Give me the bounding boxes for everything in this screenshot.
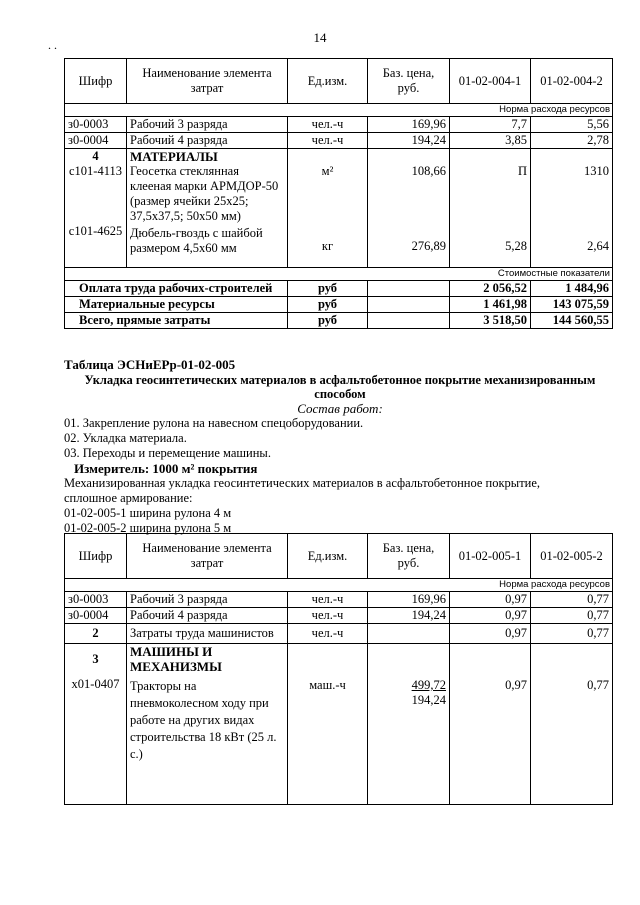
machine-price: 499,72	[411, 678, 446, 692]
section-title: МАТЕРИАЛЫ	[130, 149, 218, 164]
row-code: 2	[65, 624, 127, 644]
machine-code: х01-0407	[71, 677, 120, 691]
row-v1: 3,85	[450, 133, 531, 149]
total-v2: 143 075,59	[531, 297, 613, 313]
row-unit: чел.-ч	[288, 608, 368, 624]
totals-row	[65, 281, 613, 297]
row-v1: 7,7	[450, 117, 531, 133]
table-header-row	[65, 534, 613, 579]
header-code: Шифр	[65, 534, 127, 579]
row-name: Затраты труда машинистов	[127, 624, 288, 644]
material-code: с101-4625	[68, 224, 123, 238]
header-price: Баз. цена, руб.	[368, 59, 450, 104]
material-unit: кг	[321, 239, 334, 253]
row-v2: 0,77	[531, 624, 613, 644]
section-title-line: МАШИНЫ И	[130, 644, 213, 659]
header-name: Наименование элемента затрат	[127, 59, 288, 104]
section-number: 4	[92, 149, 99, 163]
row-unit: чел.-ч	[288, 117, 368, 133]
section-number: 3	[92, 652, 99, 666]
header-unit: Ед.изм.	[288, 59, 368, 104]
row-price: 169,96	[368, 117, 450, 133]
work-item: 01. Закрепление рулона на навесном спецоборудовании.	[64, 416, 364, 430]
total-name: Материальные ресурсы	[65, 297, 288, 313]
section-title-line: МЕХАНИЗМЫ	[130, 659, 222, 674]
material-price: 108,66	[411, 164, 446, 178]
material-code: с101-4113	[69, 164, 122, 178]
total-unit: руб	[288, 281, 368, 297]
table-row-machines	[65, 644, 613, 805]
header-col2: 01-02-005-2	[531, 534, 613, 579]
variant-line: 01-02-005-2 ширина рулона 5 м	[64, 521, 232, 535]
total-unit: руб	[288, 313, 368, 329]
material-name-line: (размер ячейки 25х25;	[130, 194, 249, 208]
works-title: Состав работ:	[297, 401, 383, 416]
row-name: Рабочий 4 разряда	[127, 133, 288, 149]
heading-line: способом	[314, 387, 366, 401]
row-code: з0-0004	[65, 133, 127, 149]
machine-name-line: работе на других видах	[130, 713, 255, 727]
row-code: з0-0003	[65, 592, 127, 608]
totals-row	[65, 297, 613, 313]
norm-label: Норма расхода ресурсов	[65, 579, 613, 592]
machine-name-line: строительства 18 кВт (25 л.	[130, 730, 277, 744]
row-price: 194,24	[368, 133, 450, 149]
variant-line: 01-02-005-1 ширина рулона 4 м	[64, 506, 232, 520]
row-v2: 0,77	[531, 592, 613, 608]
table-header-row	[65, 59, 613, 104]
work-item: 03. Переходы и перемещение машины.	[64, 446, 271, 460]
row-code: з0-0003	[65, 117, 127, 133]
row-v1: 0,97	[450, 592, 531, 608]
row-name: Рабочий 4 разряда	[127, 608, 288, 624]
material-price: 276,89	[411, 239, 446, 253]
row-code: з0-0004	[65, 608, 127, 624]
header-col1: 01-02-005-1	[450, 534, 531, 579]
row-name: Рабочий 3 разряда	[127, 592, 288, 608]
total-v2: 144 560,55	[531, 313, 613, 329]
row-v2: 0,77	[531, 608, 613, 624]
work-item: 02. Укладка материала.	[64, 431, 187, 445]
total-unit: руб	[288, 297, 368, 313]
material-name-line: размером 4,5х60 мм	[130, 241, 237, 255]
header-col1: 01-02-004-1	[450, 59, 531, 104]
resource-table-005	[64, 533, 613, 805]
table-row	[65, 117, 613, 133]
total-v1: 2 056,52	[450, 281, 531, 297]
meter-line: Измеритель: 1000 м² покрытия	[74, 461, 258, 476]
section-heading	[60, 373, 620, 401]
row-unit: чел.-ч	[288, 133, 368, 149]
row-v1: 0,97	[450, 624, 531, 644]
material-v1: П	[517, 164, 527, 178]
row-name: Рабочий 3 разряда	[127, 117, 288, 133]
header-code: Шифр	[65, 59, 127, 104]
table-row	[65, 133, 613, 149]
norm-label: Норма расхода ресурсов	[65, 104, 613, 117]
row-v1: 0,97	[450, 608, 531, 624]
machine-name-line: Тракторы на	[130, 679, 197, 693]
page-number: 14	[313, 30, 327, 45]
machine-name-line: с.)	[130, 747, 143, 761]
machine-v2: 0,77	[587, 678, 609, 692]
row-unit: чел.-ч	[288, 624, 368, 644]
totals-row	[65, 313, 613, 329]
row-unit: чел.-ч	[288, 592, 368, 608]
total-name: Всего, прямые затраты	[65, 313, 288, 329]
header-unit: Ед.изм.	[288, 534, 368, 579]
material-v1: 5,28	[505, 239, 527, 253]
material-name-line: Дюбель-гвоздь с шайбой	[130, 226, 263, 240]
scan-dots: . .	[48, 38, 57, 52]
header-col2: 01-02-004-2	[531, 59, 613, 104]
table-title: Таблица ЭСНиЕРр-01-02-005	[64, 357, 236, 372]
row-price: 194,24	[368, 608, 450, 624]
material-unit: м²	[321, 164, 334, 178]
row-v2: 5,56	[531, 117, 613, 133]
header-name: Наименование элемента затрат	[127, 534, 288, 579]
row-price: 169,96	[368, 592, 450, 608]
total-name: Оплата труда рабочих-строителей	[65, 281, 288, 297]
row-v2: 2,78	[531, 133, 613, 149]
total-v2: 1 484,96	[531, 281, 613, 297]
material-name-line: Геосетка стеклянная	[130, 164, 239, 178]
table-row	[65, 608, 613, 624]
machine-unit: маш.-ч	[309, 678, 346, 692]
heading-line: Укладка геосинтетических материалов в асфальтобетонное покрытие механизированным	[84, 373, 596, 387]
material-name-line: 37,5х37,5; 50х50 мм)	[130, 209, 241, 223]
material-name-line: клееная марки АРМДОР-50	[130, 179, 279, 193]
material-v2: 2,64	[587, 239, 609, 253]
total-v1: 1 461,98	[450, 297, 531, 313]
table-row	[65, 624, 613, 644]
material-v2: 1310	[584, 164, 609, 178]
machine-price-alt: 194,24	[411, 693, 446, 707]
machine-v1: 0,97	[505, 678, 527, 692]
machine-name-line: пневмоколесном ходу при	[130, 696, 269, 710]
description-line: сплошное армирование:	[64, 491, 193, 505]
table-row	[65, 592, 613, 608]
total-v1: 3 518,50	[450, 313, 531, 329]
header-price: Баз. цена, руб.	[368, 534, 450, 579]
cost-label: Стоимостные показатели	[65, 268, 613, 281]
resource-table-004	[64, 58, 613, 329]
description-line: Механизированная укладка геосинтетических материалов в асфальтобетонное покрытие,	[64, 476, 541, 490]
table-row-materials	[65, 149, 613, 268]
